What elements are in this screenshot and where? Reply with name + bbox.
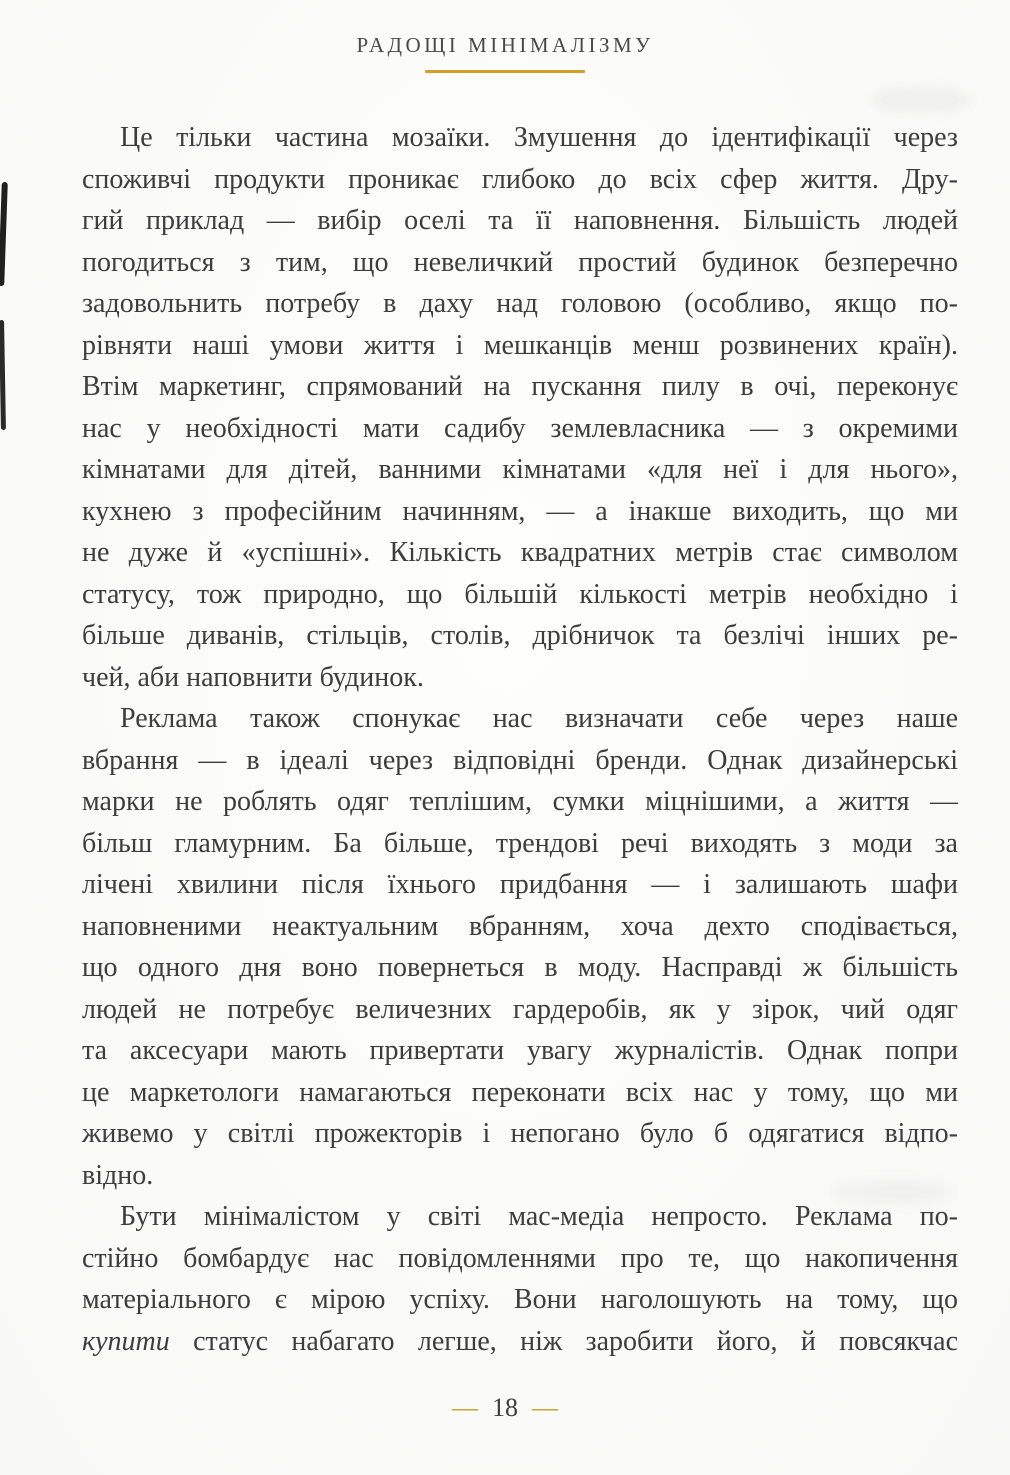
body-text: Реклама також спонукає нас визначати себе через наше [120,703,958,734]
body-text: матеріального є мірою успіху. Вони наголошують на тому, що [82,1284,958,1315]
body-text: гий приклад — вибір оселі та її наповнення. Більшість людей [82,205,958,236]
text-line [82,574,958,616]
text-line [82,657,958,699]
body-text: живемо у світлі прожекторів і непогано було б одягатися відпо- [82,1118,958,1149]
text-line [82,449,958,491]
body-text: вбрання — в ідеалі через відповідні бренди. Однак дизайнерські [82,744,958,776]
body-text: людей не потребує величезних гардеробів, як у зірок, чий одяг [82,993,958,1025]
body-text: Бути мінімалістом у світі мас-медіа непросто. Реклама по- [120,1201,958,1232]
text-line [82,159,958,201]
body-text: статус набагато легше, ніж заробити його, й повсякчас [169,1325,958,1357]
text-line [82,1196,958,1238]
text-line [82,1238,958,1280]
paragraph [82,117,958,698]
text-line [82,117,958,159]
body-text: Втім маркетинг, спрямований на пускання пилу в очі, переконує [82,371,958,402]
body-text: не дуже й «успішні». Кількість квадратних метрів стає символом [82,537,958,568]
scan-artifact [0,320,6,430]
text-line [82,947,958,989]
body-text: задовольнить потребу в даху над головою (особливо, якщо по- [82,288,958,319]
text-line [82,1321,958,1363]
body-text: чей, аби наповнити будинок. [82,661,424,693]
body-text: більш гламурним. Ба більше, трендові речі виходять з моди за [82,827,958,859]
body-text: Це тільки частина мозаїки. Змушення до ідентифікації через [120,122,958,153]
body-text: та аксесуари мають привертати увагу журналістів. Однак попри [82,1035,958,1066]
header-underline [425,70,585,73]
body-text: кімнатами для дітей, ванними кімнатами «для неї і для нього», [82,454,958,485]
italic-text: купити [82,1325,170,1357]
body-text: відно. [82,1159,154,1191]
page-number: 18 [492,1393,518,1422]
body-text: погодиться з тим, що невеличкий простий будинок безперечно [82,246,958,278]
body-text: більше диванів, стільців, столів, дрібничок та безлічі інших ре- [82,620,958,651]
text-line [82,864,958,906]
page-footer [0,1393,1010,1423]
text-line [82,781,958,823]
text-line [82,740,958,782]
text-line [82,823,958,865]
scan-artifact [0,182,8,286]
body-text: стійно бомбардує нас повідомленнями про те, що накопичення [82,1242,958,1274]
body-text: лічені хвилини після їхнього придбання — і залишають шафи [82,869,958,900]
text-line [82,242,958,284]
running-head: РАДОЩІ МІНІМАЛІЗМУ [356,33,654,57]
body-text: споживчі продукти проникає глибоко до всіх сфер життя. Дру- [82,163,958,195]
scan-artifact [870,86,970,114]
text-line [82,1072,958,1114]
text-line [82,615,958,657]
text-line [82,366,958,408]
text-line [82,283,958,325]
footer-dash-left: — [452,1393,478,1422]
text-line [82,200,958,242]
text-line [82,491,958,533]
body-text: наповненими неактуальним вбранням, хоча дехто сподівається, [82,910,958,942]
text-line [82,698,958,740]
body-text: статусу, тож природно, що більшій кількості метрів необхідно і [82,578,958,610]
text-line [82,989,958,1031]
body-text: це маркетологи намагаються переконати всіх нас у тому, що ми [82,1076,958,1108]
text-line [82,408,958,450]
body-text: рівняти наші умови життя і мешканців менш розвинених країн). [82,329,958,361]
text-line [82,1155,958,1197]
body-text: кухнею з професійним начинням, — а інакше виходить, що ми [82,495,958,527]
text-line [82,1030,958,1072]
text-line [82,532,958,574]
body-text: марки не роблять одяг теплішим, сумки міцнішими, а життя — [82,786,958,817]
text-block [82,117,958,1362]
paragraph [82,698,958,1196]
text-line [82,325,958,367]
body-text: що одного дня воно повернеться в моду. Насправді ж більшість [82,952,958,983]
body-text: нас у необхідності мати садибу землевласника — з окремими [82,412,958,444]
footer-dash-right: — [532,1393,558,1422]
text-line [82,1279,958,1321]
text-line [82,906,958,948]
text-line [82,1113,958,1155]
paragraph [82,1196,958,1362]
